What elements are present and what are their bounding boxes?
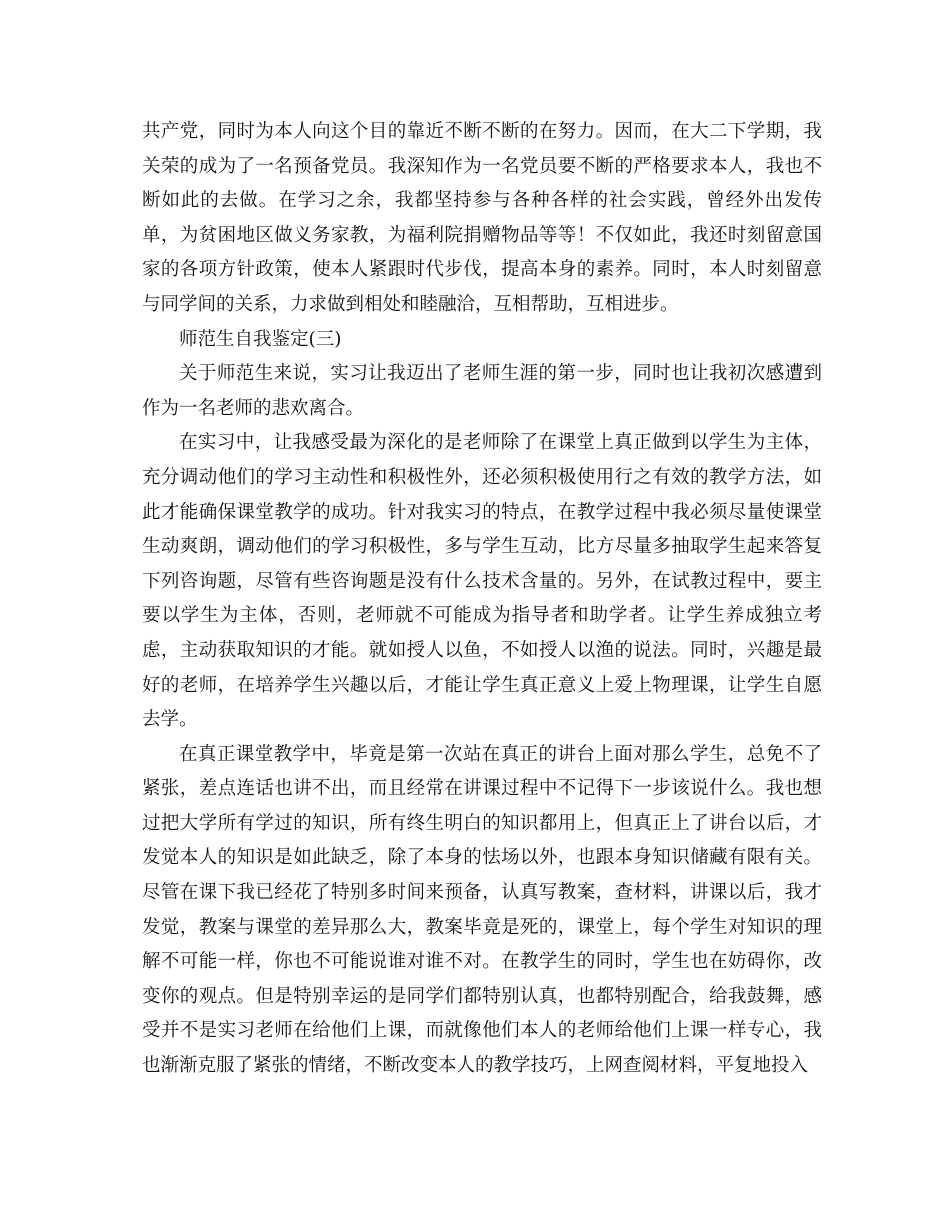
paragraph-teaching-methods: 在实习中，让我感受最为深化的是老师除了在课堂上真正做到以学生为主体，充分调动他们的学习主动性和积极性外，还必须积极使用行之有效的教学方法，如此才能确保课堂教学的成功。针对我实习的特点，在教学过程中我必须尽量使课堂生动爽朗，调动他们的学习积极性，多与学生互动，比方尽量多抽取学生起来答复下列咨询题，尽管有些咨询题是没有什么技术含量的。另外，在试教过程中，要主要以学生为主体，否则，老师就不可能成为指导者和助学者。让学生养成独立考虑，主动获取知识的才能。就如授人以鱼，不如授人以渔的说法。同时，兴趣是最好的老师，在培养学生兴趣以后，才能让学生真正意义上爱上物理课，让学生自愿去学。: [142, 432, 822, 731]
paragraph-classroom-experience: 在真正课堂教学中，毕竟是第一次站在真正的讲台上面对那么学生，总免不了紧张，差点连话也讲不出，而且经常在讲课过程中不记得下一步该说什么。我也想过把大学所有学过的知识，所有终生明白的知识都用上，但真正上了讲台以后，才发觉本人的知识是如此缺乏，除了本身的怯场以外，也跟本身知识储藏有限有关。尽管在课下我已经花了特别多时间来预备，认真写教案，查材料，讲课以后，我才发觉，教案与课堂的差异那么大，教案毕竟是死的，课堂上，每个学生对知识的理解不可能一样，你也不可能说谁对谁不对。在教学生的同时，学生也在妨碍你，改变你的观点。但是特别幸运的是同学们都特别认真，也都特别配合，给我鼓舞，感受并不是实习老师在给他们上课，而就像他们本人的老师给他们上课一样专心，我也渐渐克服了紧张的情绪，不断改变本人的教学技巧，上网查阅材料，平复地投入: [142, 743, 822, 1077]
paragraph-party-membership: 共产党，同时为本人向这个目的靠近不断不断的在努力。因而，在大二下学期，我关荣的成为了一名预备党员。我深知作为一名党员要不断的严格要求本人，我也不断如此的去做。在学习之余，我都坚持参与各种各样的社会实践，曾经外出发传单，为贫困地区做义务家教，为福利院捐赠物品等等！不仅如此，我还时刻留意国家的各项方针政策，使本人紧跟时代步伐，提高本身的素养。同时，本人时刻留意与同学间的关系，力求做到相处和睦融洽，互相帮助，互相进步。: [142, 121, 822, 315]
paragraph-internship-intro: 关于师范生来说，实习让我迈出了老师生涯的第一步，同时也让我初次感遭到作为一名老师的悲欢离合。: [142, 363, 822, 419]
document-page: [142, 115, 822, 1084]
section-heading: 师范生自我鉴定(三): [179, 328, 342, 350]
